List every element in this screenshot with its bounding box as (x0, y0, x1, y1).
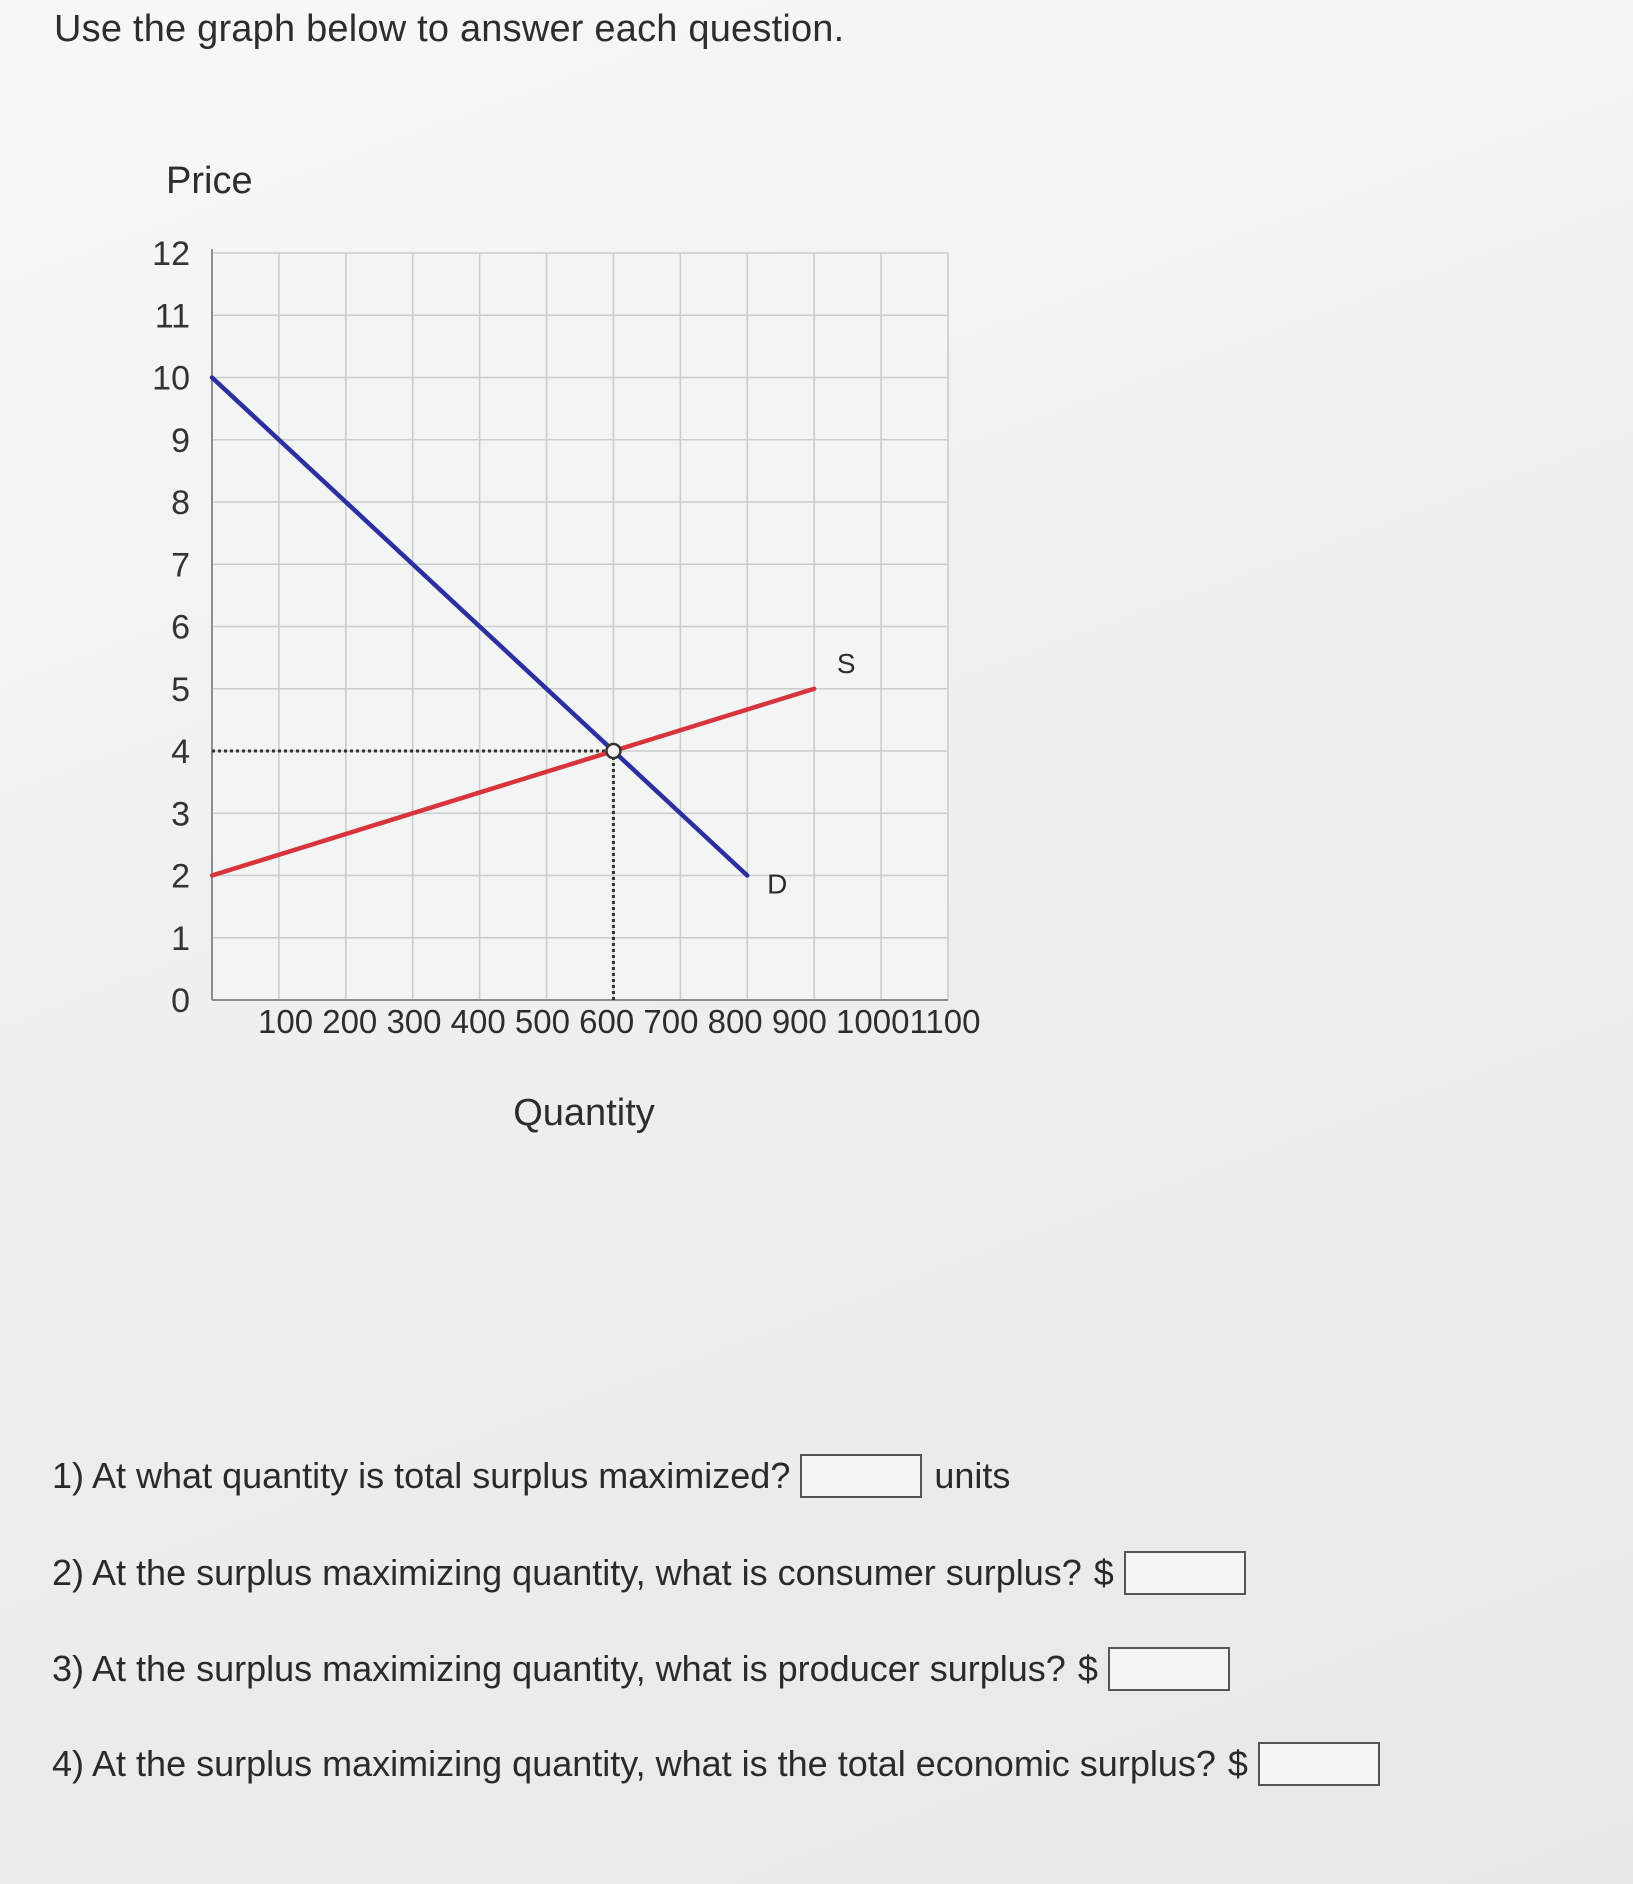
y-tick-label: 11 (154, 297, 190, 336)
question-1-answer-input[interactable] (800, 1454, 922, 1498)
y-tick-label: 2 (171, 857, 190, 896)
question-4-prefix: $ (1227, 1743, 1248, 1784)
y-tick-label: 1 (171, 919, 190, 958)
question-4-text: 4) At the surplus maximizing quantity, what is the total economic surplus? (52, 1743, 1216, 1784)
question-2 (52, 1551, 1258, 1595)
y-axis-title: Price (166, 160, 253, 202)
y-tick-label: 9 (171, 421, 190, 460)
question-4-answer-input[interactable] (1258, 1742, 1380, 1786)
y-tick-label: 0 (171, 982, 190, 1020)
y-tick-label: 4 (171, 733, 190, 771)
question-1 (52, 1454, 1010, 1498)
equilibrium-point (606, 744, 620, 758)
x-axis-title: Quantity (513, 1092, 655, 1134)
y-tick-label: 5 (171, 670, 190, 709)
chart-grid (212, 253, 948, 1000)
y-tick-label: 6 (171, 608, 190, 647)
instruction-text: Use the graph below to answer each question. (54, 8, 845, 50)
y-tick-label: 7 (171, 546, 190, 585)
question-3-prefix: $ (1077, 1648, 1098, 1689)
question-2-answer-input[interactable] (1124, 1551, 1246, 1595)
y-tick-label: 3 (171, 795, 190, 834)
question-4 (52, 1742, 1392, 1786)
question-2-text: 2) At the surplus maximizing quantity, what is consumer surplus? (52, 1552, 1082, 1593)
question-1-text: 1) At what quantity is total surplus maximized? (52, 1455, 791, 1496)
y-tick-label: 12 (152, 235, 190, 273)
question-3 (52, 1647, 1242, 1691)
question-3-text: 3) At the surplus maximizing quantity, what is producer surplus? (52, 1648, 1066, 1689)
demand-curve-label: D (767, 868, 788, 900)
y-tick-label: 10 (152, 359, 190, 398)
question-1-suffix: units (934, 1455, 1011, 1496)
question-3-answer-input[interactable] (1108, 1647, 1230, 1691)
x-tick-labels: 100 200 300 400 500 600 700 800 900 10001100 (258, 1003, 981, 1040)
supply-curve-label: S (836, 647, 856, 679)
question-2-prefix: $ (1093, 1552, 1114, 1593)
y-tick-label: 8 (171, 484, 190, 522)
